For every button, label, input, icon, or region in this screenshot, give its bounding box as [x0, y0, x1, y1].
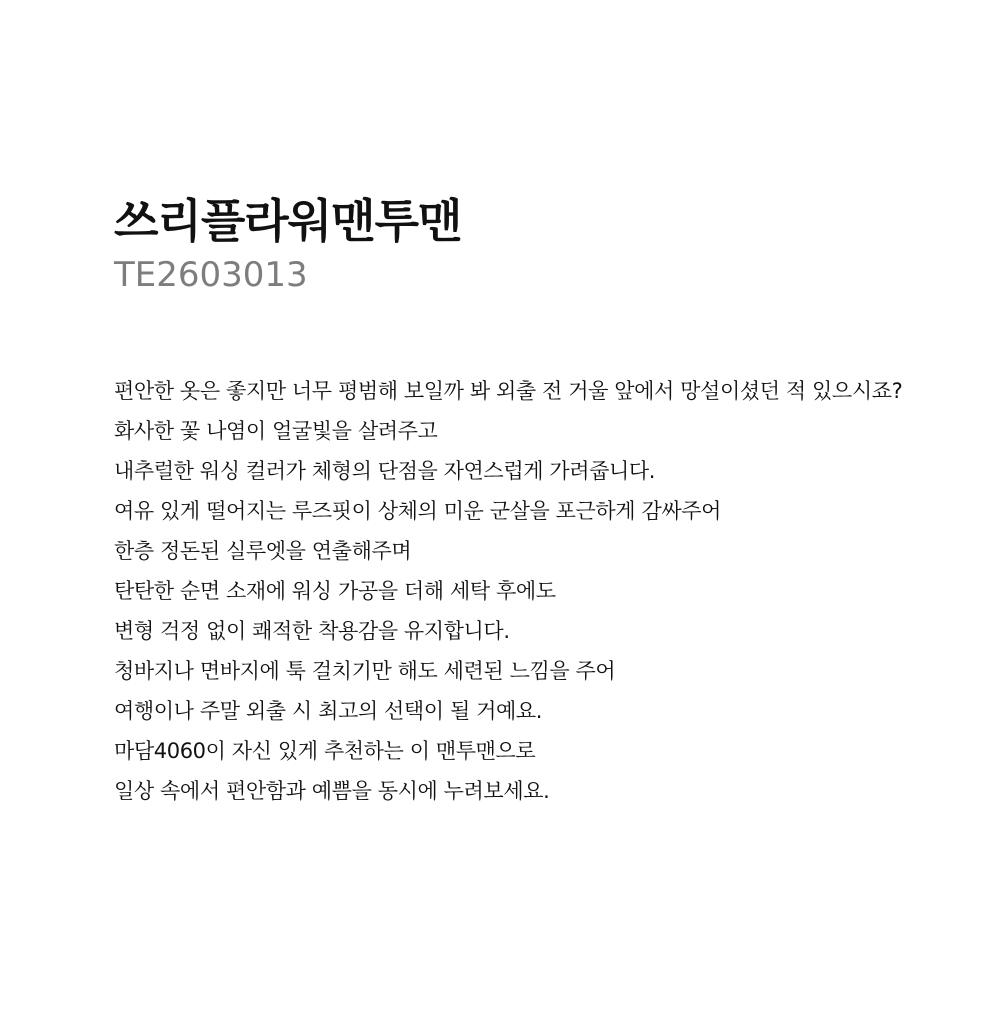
product-code: TE2603013	[114, 255, 308, 295]
description-line: 마담4060이 자신 있게 추천하는 이 맨투맨으로	[114, 739, 536, 763]
description-line: 청바지나 면바지에 툭 걸치기만 해도 세련된 느낌을 주어	[114, 659, 616, 683]
description-line: 편안한 옷은 좋지만 너무 평범해 보일까 봐 외출 전 거울 앞에서 망설이셨던 적 있으시죠?	[114, 379, 903, 403]
description-line: 일상 속에서 편안함과 예쁨을 동시에 누려보세요.	[114, 779, 550, 803]
description-line: 여유 있게 떨어지는 루즈핏이 상체의 미운 군살을 포근하게 감싸주어	[114, 499, 722, 523]
description-line: 여행이나 주말 외출 시 최고의 선택이 될 거예요.	[114, 699, 543, 723]
product-title: 쓰리플라워맨투맨	[114, 194, 462, 248]
description-line: 한층 정돈된 실루엣을 연출해주며	[114, 539, 412, 563]
description-line: 변형 걱정 없이 쾌적한 착용감을 유지합니다.	[114, 619, 510, 643]
product-header	[114, 190, 462, 298]
description-line: 탄탄한 순면 소재에 워싱 가공을 더해 세탁 후에도	[114, 579, 556, 603]
description-line: 화사한 꽃 나염이 얼굴빛을 살려주고	[114, 419, 438, 443]
product-description	[114, 371, 994, 811]
description-line: 내추럴한 워싱 컬러가 체형의 단점을 자연스럽게 가려줍니다.	[114, 459, 656, 483]
